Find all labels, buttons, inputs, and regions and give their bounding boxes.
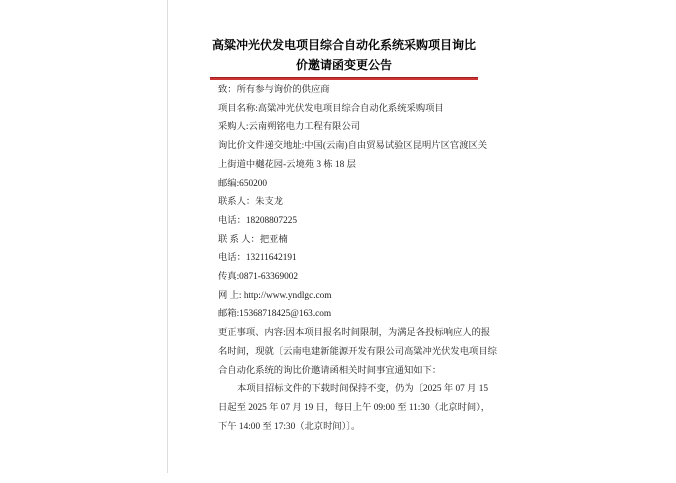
title-underline-rule — [210, 77, 478, 80]
doc-line-phone-1: 电话：18208807225 — [218, 215, 298, 226]
doc-line-email: 邮箱:15368718425@163.com — [218, 309, 332, 320]
doc-line-salutation: 致：所有参与询价的供应商 — [218, 85, 330, 95]
doc-line-fax: 传真:0871-63369002 — [218, 272, 299, 283]
doc-line-address-1: 询比价文件递交地址:中国(云南)自由贸易试验区昆明片区官渡区关 — [218, 141, 488, 152]
page-title — [210, 35, 478, 75]
document-page — [210, 0, 497, 436]
doc-line-postcode: 邮编:650200 — [218, 178, 268, 189]
doc-line-correction-3: 合自动化系统的询比价邀请函相关时间事宜通知如下： — [218, 365, 442, 376]
doc-line-phone-2: 电话：13211642191 — [218, 253, 297, 264]
doc-line-correction-2: 名时间，现就〔云南电建新能源开发有限公司高粱冲光伏发电项目综 — [218, 346, 497, 357]
page-edge-divider — [167, 0, 168, 473]
doc-line-contact-1: 联系人：朱支龙 — [218, 197, 284, 208]
doc-line-schedule-1: 本项目招标文件的下载时间保持不变，仍为〔2025 年 07 月 15 — [237, 384, 489, 395]
doc-line-purchaser: 采购人:云南朔铭电力工程有限公司 — [218, 122, 361, 133]
doc-line-website: 网 上: http://www.yndlgc.com — [218, 290, 332, 301]
page-title-line-2: 价邀请函变更公告 — [295, 58, 392, 72]
doc-line-address-2: 上街道中樾花园-云境苑 3 栋 18 层 — [218, 159, 356, 170]
doc-line-schedule-2: 日起至 2025 年 07 月 19 日，每日上午 09:00 至 11:30（北京时间）， — [218, 402, 491, 413]
doc-line-correction-1: 更正事项、内容:因本项目报名时间限制，为满足各投标响应人的报 — [218, 328, 491, 339]
doc-line-project-name: 项目名称:高粱冲光伏发电项目综合自动化系统采购项目 — [218, 103, 444, 114]
doc-line-schedule-3: 下午 14:00 至 17:30（北京时间）〕。 — [218, 421, 361, 432]
page-title-line-1: 高粱冲光伏发电项目综合自动化系统采购项目询比 — [211, 38, 476, 52]
doc-line-contact-2: 联 系 人：把亚楠 — [218, 234, 288, 245]
document-body — [210, 81, 497, 436]
